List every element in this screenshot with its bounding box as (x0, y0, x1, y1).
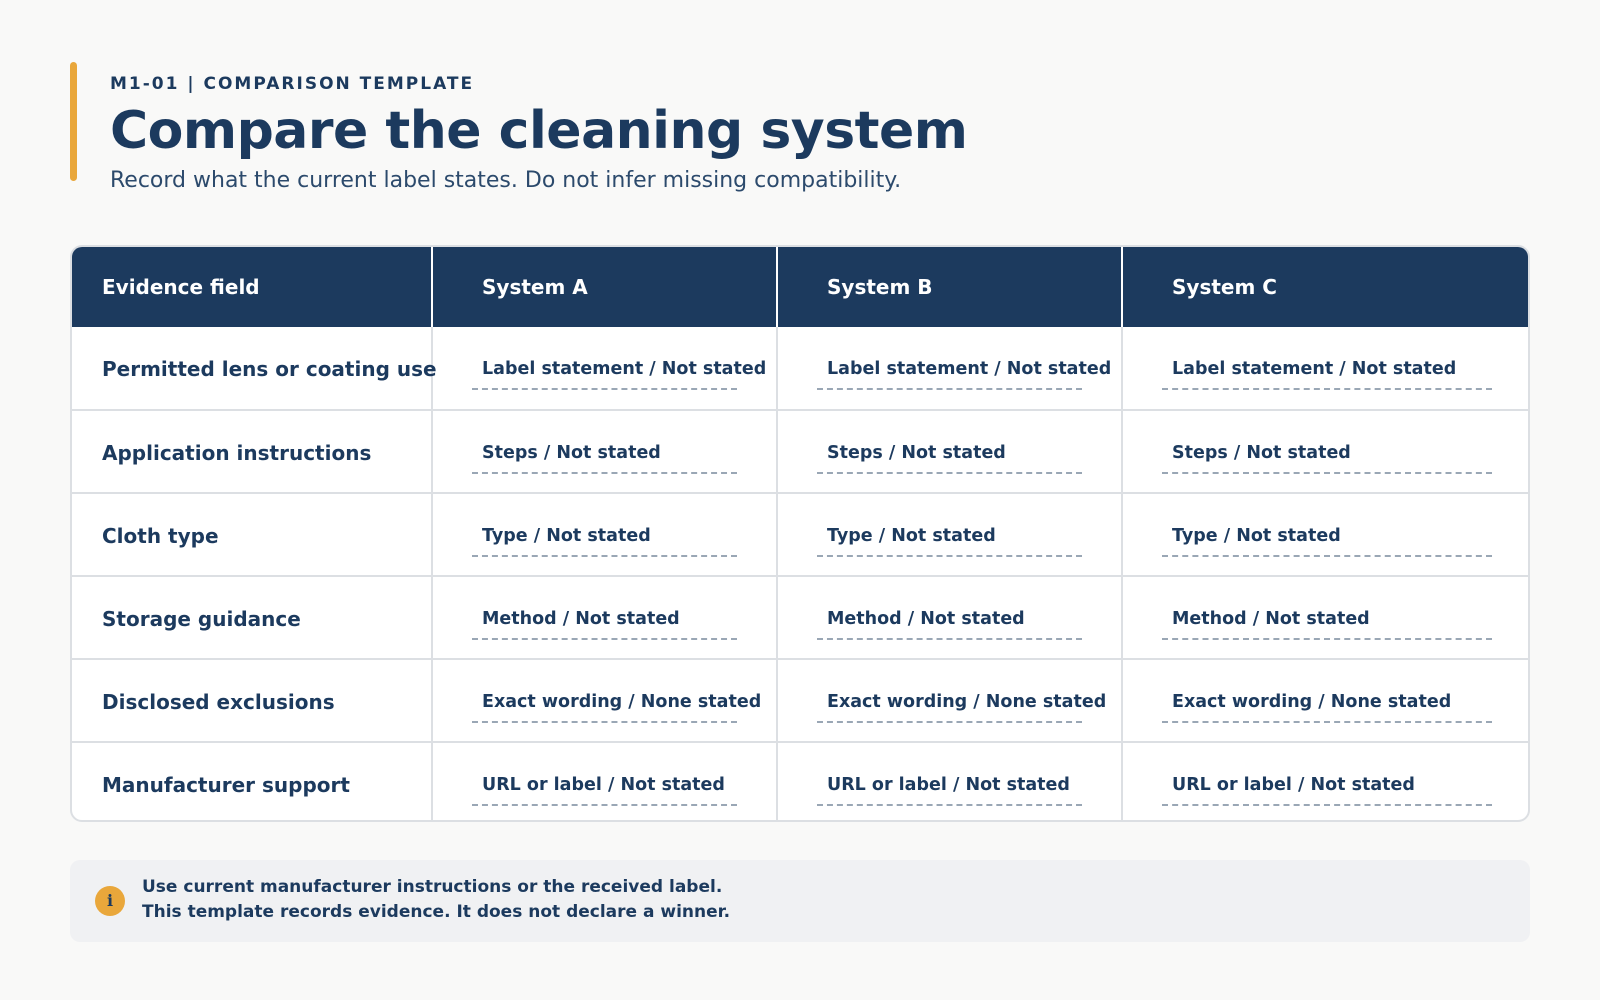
accent-bar (70, 62, 77, 181)
eyebrow-label: M1-01 | COMPARISON TEMPLATE (110, 74, 475, 94)
field-cell (72, 410, 432, 493)
page-title: Compare the cleaning system (110, 101, 968, 161)
entry-line (472, 721, 737, 723)
entry-cell-system-b[interactable] (777, 493, 1122, 576)
entry-line (472, 638, 737, 640)
entry-line (1162, 638, 1492, 640)
field-label: Disclosed exclusions (102, 690, 335, 714)
field-label: Cloth type (102, 524, 219, 548)
entry-cell-system-b[interactable] (777, 410, 1122, 493)
note-line-2: This template records evidence. It does not declare a winner. (142, 902, 731, 922)
entry-cell-system-b[interactable] (777, 742, 1122, 822)
note-line-1: Use current manufacturer instructions or the received label. (142, 877, 723, 897)
table-row (72, 327, 1530, 410)
field-label: Application instructions (102, 441, 372, 465)
field-label: Storage guidance (102, 607, 301, 631)
entry-line (472, 555, 737, 557)
entry-placeholder: Type / Not stated (827, 526, 996, 546)
entry-placeholder: URL or label / Not stated (827, 775, 1070, 795)
info-note (70, 860, 1530, 942)
table-row (72, 410, 1530, 493)
entry-placeholder: Exact wording / None stated (1172, 692, 1452, 712)
table-row (72, 576, 1530, 659)
comparison-table (70, 245, 1530, 822)
entry-placeholder: Type / Not stated (482, 526, 651, 546)
entry-line (817, 638, 1082, 640)
entry-placeholder: Exact wording / None stated (827, 692, 1107, 712)
field-cell (72, 493, 432, 576)
entry-line (817, 555, 1082, 557)
entry-cell-system-c[interactable] (1122, 327, 1530, 410)
entry-line (817, 472, 1082, 474)
entry-placeholder: Steps / Not stated (1172, 443, 1351, 463)
entry-cell-system-a[interactable] (432, 576, 777, 659)
entry-cell-system-c[interactable] (1122, 410, 1530, 493)
entry-placeholder: URL or label / Not stated (482, 775, 725, 795)
entry-cell-system-c[interactable] (1122, 493, 1530, 576)
entry-line (817, 721, 1082, 723)
entry-line (1162, 721, 1492, 723)
entry-placeholder: Exact wording / None stated (482, 692, 762, 712)
entry-cell-system-a[interactable] (432, 742, 777, 822)
table-row (72, 742, 1530, 822)
entry-cell-system-a[interactable] (432, 493, 777, 576)
field-label: Manufacturer support (102, 773, 350, 797)
entry-line (817, 804, 1082, 806)
entry-placeholder: URL or label / Not stated (1172, 775, 1415, 795)
column-header-evidence-field: Evidence field (72, 247, 432, 327)
entry-line (817, 388, 1082, 390)
entry-line (472, 388, 737, 390)
entry-placeholder: Type / Not stated (1172, 526, 1341, 546)
entry-cell-system-c[interactable] (1122, 659, 1530, 742)
column-header-system-a: System A (432, 247, 777, 327)
table-row (72, 493, 1530, 576)
field-cell (72, 576, 432, 659)
entry-cell-system-c[interactable] (1122, 576, 1530, 659)
page-header (70, 62, 1530, 212)
entry-cell-system-a[interactable] (432, 659, 777, 742)
field-cell (72, 659, 432, 742)
entry-placeholder: Method / Not stated (827, 609, 1025, 629)
entry-line (472, 804, 737, 806)
entry-cell-system-a[interactable] (432, 410, 777, 493)
field-cell (72, 742, 432, 822)
entry-cell-system-b[interactable] (777, 576, 1122, 659)
entry-line (472, 472, 737, 474)
entry-placeholder: Label statement / Not stated (827, 359, 1112, 379)
entry-line (1162, 472, 1492, 474)
entry-placeholder: Method / Not stated (1172, 609, 1370, 629)
field-label: Permitted lens or coating use (102, 357, 437, 381)
entry-cell-system-b[interactable] (777, 659, 1122, 742)
entry-cell-system-c[interactable] (1122, 742, 1530, 822)
table-header-row (72, 247, 1530, 327)
column-header-system-c: System C (1122, 247, 1530, 327)
info-icon: i (95, 886, 125, 916)
entry-placeholder: Steps / Not stated (827, 443, 1006, 463)
page-subtitle: Record what the current label states. Do not infer missing compatibility. (110, 168, 902, 193)
entry-placeholder: Method / Not stated (482, 609, 680, 629)
entry-line (1162, 804, 1492, 806)
entry-cell-system-b[interactable] (777, 327, 1122, 410)
field-cell (72, 327, 437, 410)
table-row (72, 659, 1530, 742)
entry-placeholder: Label statement / Not stated (1172, 359, 1457, 379)
entry-line (1162, 555, 1492, 557)
entry-placeholder: Label statement / Not stated (482, 359, 767, 379)
entry-placeholder: Steps / Not stated (482, 443, 661, 463)
entry-cell-system-a[interactable] (432, 327, 777, 410)
entry-line (1162, 388, 1492, 390)
column-header-system-b: System B (777, 247, 1122, 327)
